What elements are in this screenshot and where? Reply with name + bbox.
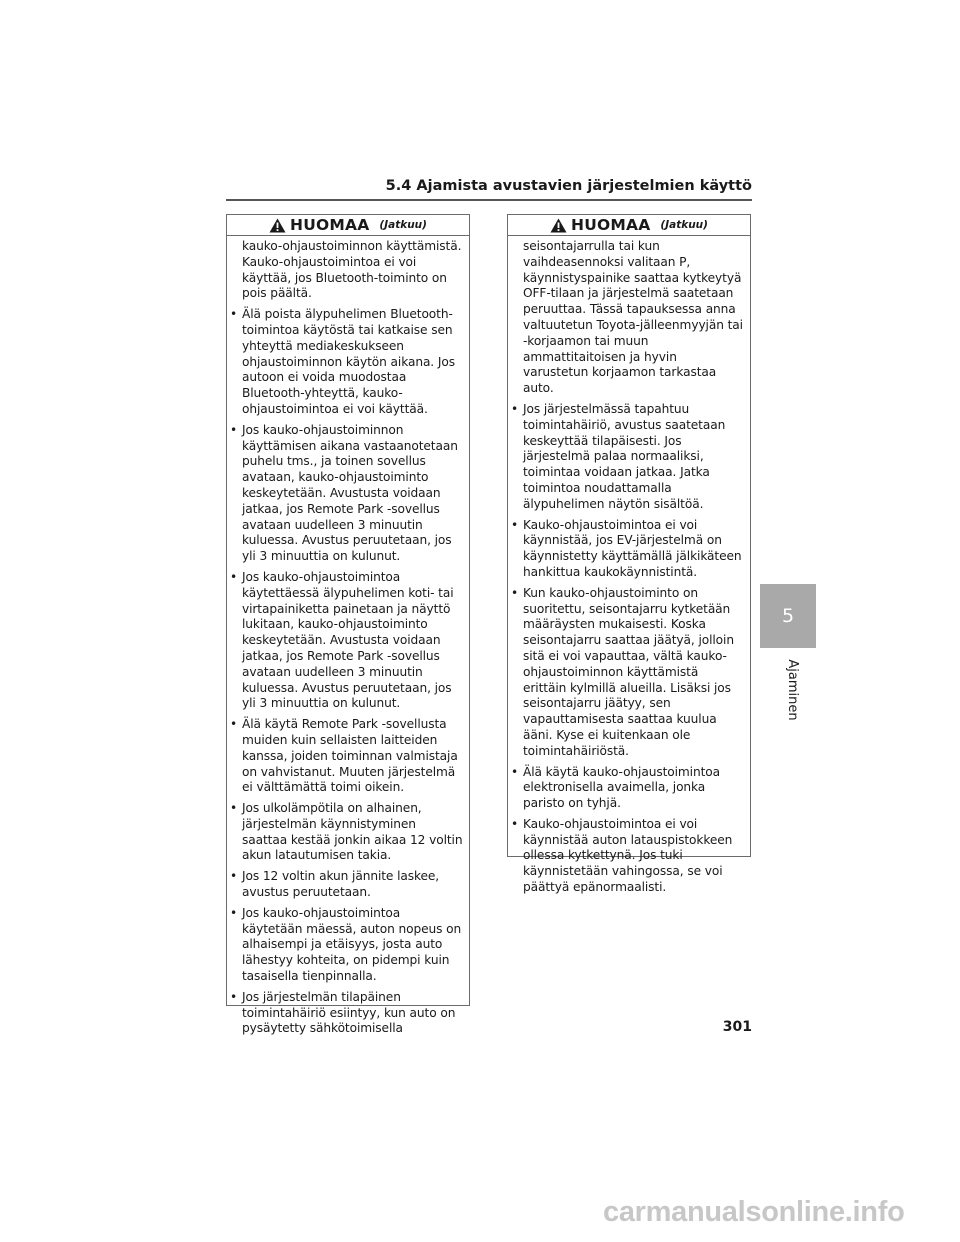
bullet-item [510, 518, 744, 581]
bullet-text: Jos järjestelmän tilapäinen toimintahäiriö esiintyy, kun auto on pysäytetty sähkötoimisella [242, 989, 456, 1036]
bullet-text: Kauko-ohjaustoimintoa ei voi käynnistää auton latauspistokkeen ollessa kytkettynä. Jos tuki käynnistetään vahingossa, se voi päättyä epänormaalisti. [523, 816, 733, 895]
bullet-mark: • [230, 422, 238, 437]
bullet-text: Jos kauko-ohjaustoimintoa käytettäessä älypuhelimen koti- tai virtapainiketta painetaan ja näyttö lukitaan, kauko-ohjaustoiminto keskeytetään. Avustusta voidaan jatkaa, jos Remote Park -sovellus avataan uudelleen 3 minuutin kuluessa. Avustus peruutetaan, jos yli 3 minuuttia on kulunut. [242, 569, 454, 711]
bullet-text: Älä poista älypuhelimen Bluetooth-toimintoa käytöstä tai katkaise sen yhteyttä mediakeskukseen ohjaustoiminnon käytön aikana. Jos autoon ei voida muodostaa Bluetooth-yhteyttä, kauko-ohjaustoimintoa ei voi käyttää. [242, 307, 455, 416]
notice-lead-paragraph: seisontajarrulla tai kun vaihdeasennoksi valitaan P, käynnistyspainike saattaa kytkeytyä OFF-tilaan ja järjestelmä saatetaan peruuttaa. Tässä tapauksessa anna valtuutetun Toyota-jälleenmyyjän tai -korjaamon tai muun ammattitaitoisen ja hyvin varustetun korjaamon tarkastaa auto. [523, 239, 743, 396]
bullet-mark: • [230, 717, 238, 732]
notice-lead-paragraph: kauko-ohjaustoiminnon käyttämistä. Kauko-ohjaustoimintoa ei voi käyttää, jos Bluetooth-toiminto on pois päältä. [242, 239, 462, 301]
section-header: 5.4 Ajamista avustavien järjestelmien käyttö [385, 178, 752, 194]
notice-body [227, 236, 469, 1037]
bullet-mark: • [511, 517, 519, 532]
watermark: carmanualsonline.info [603, 1196, 905, 1228]
bullet-item [229, 307, 463, 418]
bullet-item [229, 423, 463, 565]
notice-header [508, 215, 750, 236]
chapter-label: Ajaminen [785, 659, 801, 721]
bullet-item [229, 869, 463, 901]
notice-box-left [226, 214, 470, 1036]
chapter-number: 5 [781, 605, 795, 627]
bullet-mark: • [511, 764, 519, 779]
chapter-tab[interactable] [760, 584, 816, 648]
bullet-text: Jos 12 voltin akun jännite laskee, avustus peruutetaan. [242, 869, 440, 900]
bullet-mark: • [230, 869, 238, 884]
notice-body [508, 236, 750, 896]
bullet-item [229, 570, 463, 712]
bullet-item [229, 990, 463, 1037]
bullet-text: Jos ulkolämpötila on alhainen, järjestelmän käynnistyminen saattaa kestää jonkin aikaa 12 voltin akun latautumisen takia. [242, 801, 463, 863]
bullet-mark: • [230, 905, 238, 920]
bullet-item [229, 906, 463, 985]
bullet-mark: • [230, 569, 238, 584]
bullet-item [229, 717, 463, 796]
bullet-mark: • [230, 989, 238, 1004]
bullet-mark: • [511, 585, 519, 600]
header-divider [226, 199, 752, 201]
notice-header [227, 215, 469, 236]
warning-triangle-icon [269, 218, 286, 233]
bullet-text: Älä käytä Remote Park -sovellusta muiden kuin sellaisten laitteiden kanssa, joiden toiminnan valmistaja on vahvistanut. Muuten järjestelmä ei välttämättä toimi oikein. [242, 717, 458, 795]
warning-triangle-icon [550, 218, 567, 233]
notice-title: HUOMAA [290, 216, 370, 234]
bullet-item [229, 801, 463, 864]
bullet-text: Kun kauko-ohjaustoiminto on suoritettu, seisontajarru kytketään määräysten mukaisesti. Koska seisontajarru saattaa jäätyä, jolloin sitä ei voi vapauttaa, vältä kauko-ohjaustoiminnon käyttämistä erittäin kylmillä alueilla. Lisäksi jos seisontajarru jäätyy, sen vapauttamisesta saattaa kuulua ääni. Kyse ei kuitenkaan ole toimintahäiriöstä. [523, 585, 734, 758]
bullet-text: Kauko-ohjaustoimintoa ei voi käynnistää, jos EV-järjestelmä on käynnistetty käyttämällä jälkikäteen hankittua kaukokäynnistintä. [523, 517, 742, 579]
bullet-text: Jos kauko-ohjaustoiminnon käyttämisen aikana vastaanotetaan puhelu tms., ja toinen sovellus avataan, kauko-ohjaustoiminto keskeytetään. Avustusta voidaan jatkaa, jos Remote Park -sovellus avataan uudelleen 3 minuutin kuluessa. Avustus peruutetaan, jos yli 3 minuuttia on kulunut. [242, 422, 458, 564]
bullet-item [510, 586, 744, 760]
bullet-text: Jos kauko-ohjaustoimintoa käytetään mäessä, auton nopeus on alhaisempi ja etäisyys, josta auto lähestyy kohteita, on pidempi kuin tasaisella tienpinnalla. [242, 905, 462, 984]
bullet-item [510, 402, 744, 513]
notice-title: HUOMAA [571, 216, 651, 234]
bullet-text: Jos järjestelmässä tapahtuu toimintahäiriö, avustus saatetaan keskeyttää tilapäisesti. Jos järjestelmä palaa normaaliksi, toimintaa voidaan jatkaa. Jatka toimintoa noudattamalla älypuhelimen näytön sisältöä. [523, 401, 726, 511]
notice-continued: (Jatkuu) [660, 219, 708, 231]
page-number: 301 [722, 1019, 752, 1035]
bullet-item [510, 817, 744, 896]
bullet-item [510, 765, 744, 812]
bullet-mark: • [230, 307, 238, 322]
bullet-mark: • [230, 801, 238, 816]
bullet-mark: • [511, 401, 519, 416]
bullet-mark: • [511, 816, 519, 831]
notice-box-right [507, 214, 751, 895]
notice-continued: (Jatkuu) [379, 219, 427, 231]
bullet-text: Älä käytä kauko-ohjaustoimintoa elektronisella avaimella, jonka paristo on tyhjä. [523, 764, 720, 811]
